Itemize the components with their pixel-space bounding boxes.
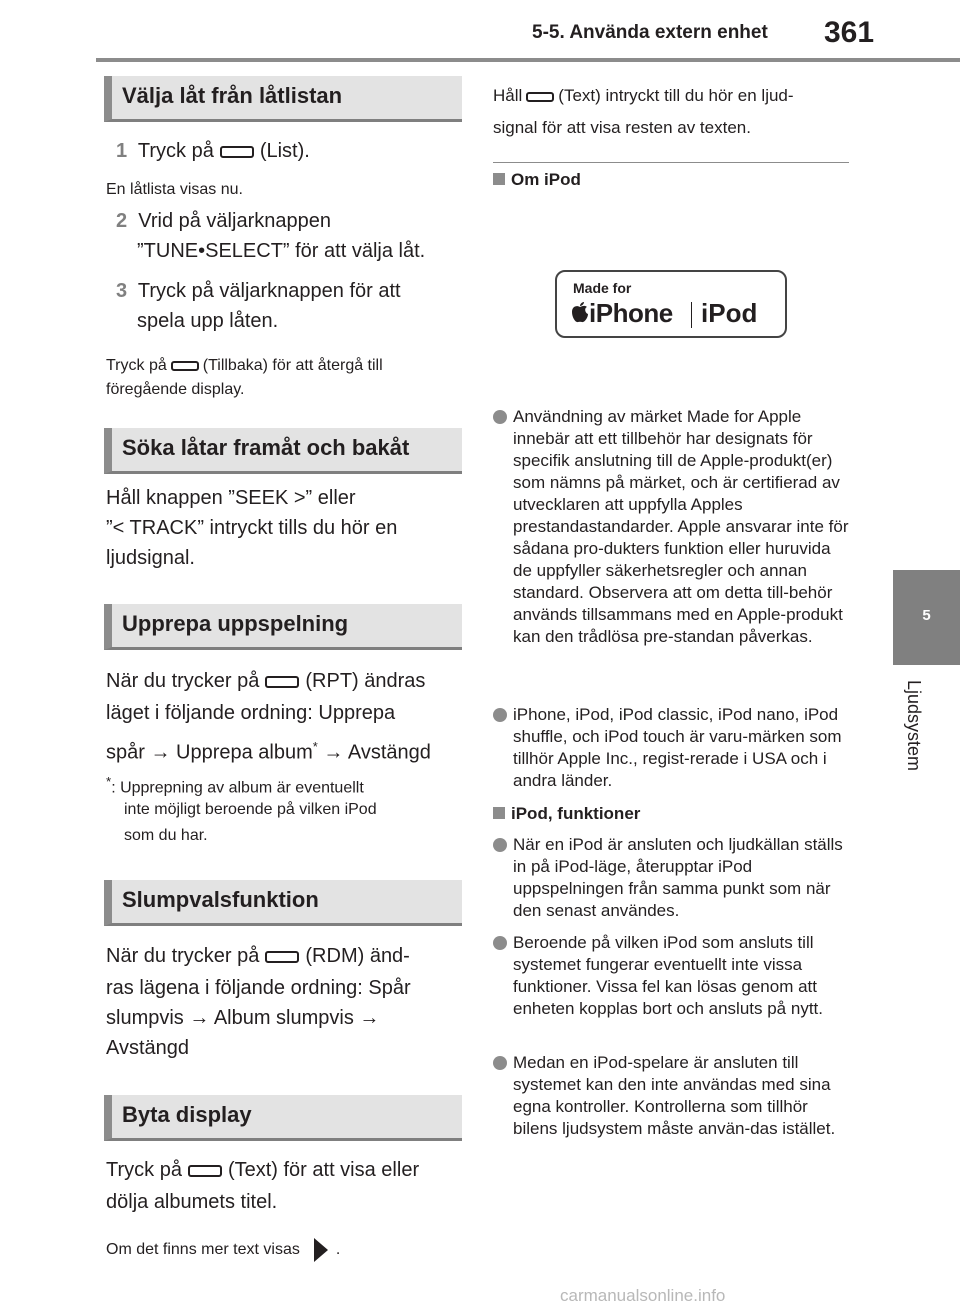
bullet-compatibility: Beroende på vilken iPod som ansluts till systemet fungerar eventuellt inte vissa funktioner. Vissa fel kan lösas genom att enheten kopplas bort och ansluts på nytt. — [493, 932, 849, 1020]
footnote-line-3: som du har. — [124, 827, 208, 844]
step-2: 2 Vrid på väljarknappen — [116, 210, 331, 232]
watermark: carmanualsonline.info — [560, 1286, 726, 1305]
chapter-number: 5 — [922, 607, 931, 624]
section-heading-repeat: Upprepa uppspelning — [104, 604, 462, 650]
subheading-ipod: Om iPod — [493, 170, 581, 190]
rdm-button-icon — [265, 951, 299, 963]
display-line-1: Tryck på (Text) för att visa eller — [106, 1159, 420, 1181]
repeat-line-3: spår → Upprepa album* → Avstängd — [106, 739, 431, 764]
note-back: Tryck på (Tillbaka) för att återgå till — [106, 357, 383, 374]
random-line-3: slumpvis → Album slumpvis → — [106, 1007, 380, 1029]
bullet-made-for-apple: Användning av märket Made for Apple innebär att ett tillbehör har designats för specifik anslutning till de Apple-produkt(er) som nämns på märket, och är certifierad av utvecklaren att uppfylla Apples prestandastandarder. Apple ansvarar inte för sådana pro-dukters funktion eller huruvida de uppfyller säkerhetsregler och annan standard. Observera att om detta till-behör används tillsammans med en Apple-produkt kan den trådlösa pre-standan påverkas. — [493, 406, 849, 648]
rpt-button-icon — [265, 676, 299, 688]
step-3: 3 Tryck på väljarknappen för att — [116, 280, 401, 302]
section-heading-list: Välja låt från låtlistan — [104, 76, 462, 122]
subheading-ipod-functions: iPod, funktioner — [493, 804, 640, 824]
note-list-shown: En låtlista visas nu. — [106, 181, 243, 198]
page-number: 361 — [824, 16, 875, 49]
list-button-icon — [220, 146, 254, 158]
note-back-line-2: föregående display. — [106, 381, 245, 398]
back-button-icon — [171, 361, 199, 371]
seek-line-3: ljudsignal. — [106, 547, 195, 569]
random-line-2: ras lägena i följande ordning: Spår — [106, 977, 411, 999]
random-line-1: När du trycker på (RDM) änd- — [106, 945, 410, 967]
made-for-iphone-ipod-badge: Made for iPhone iPod — [555, 270, 787, 338]
bullet-controls: Medan en iPod-spelare är ansluten till systemet kan den inte användas med sina egna kontroller. Kontrollerna som tillhör bilens ljudsystem måste använ-das istället. — [493, 1052, 849, 1140]
chapter-label: Ljudsystem — [904, 680, 924, 772]
repeat-line-2: läget i följande ordning: Upprepa — [106, 702, 396, 724]
bullet-resume: När en iPod är ansluten och ljudkällan ställs in på iPod-läge, återupptar iPod uppspelningen från samma punkt som när den senast användes. — [493, 834, 849, 922]
display-line-2: dölja albumets titel. — [106, 1191, 278, 1213]
next-arrow-icon — [314, 1238, 328, 1262]
seek-line-2: ”< TRACK” intryckt tills du hör en — [106, 517, 398, 539]
step-1: 1 Tryck på (List). — [116, 140, 310, 162]
apple-icon — [571, 302, 589, 324]
step-3-line-2: spela upp låten. — [137, 310, 279, 332]
hold-text-line-2: signal för att visa resten av texten. — [493, 118, 751, 137]
text-button-icon — [188, 1165, 222, 1177]
bullet-trademarks: iPhone, iPod, iPod classic, iPod nano, iPod shuffle, och iPod touch är varu-märken som tillhör Apple Inc., regist-rerade i USA och i andra länder. — [493, 704, 849, 792]
random-line-4: Avstängd — [106, 1037, 190, 1059]
footnote-line-2: inte möjligt beroende på vilken iPod — [124, 801, 377, 818]
header-rule — [96, 58, 960, 62]
section-heading-random: Slumpvalsfunktion — [104, 880, 462, 926]
text-button-icon — [526, 92, 554, 102]
seek-line-1: Håll knappen ”SEEK >” eller — [106, 487, 356, 509]
section-heading-display: Byta display — [104, 1095, 462, 1141]
more-text-note: Om det finns mer text visas . — [106, 1238, 340, 1262]
step-2-line-2: ”TUNE•SELECT” för att välja låt. — [137, 240, 426, 262]
running-header-title: 5-5. Använda extern enhet — [532, 22, 768, 43]
repeat-line-1: När du trycker på (RPT) ändras — [106, 670, 426, 692]
hold-text-line-1: Håll (Text) intryckt till du hör en ljud- — [493, 86, 794, 105]
divider — [493, 162, 849, 163]
section-heading-seek: Söka låtar framåt och bakåt — [104, 428, 462, 474]
footnote: *: Upprepning av album är eventuellt — [106, 774, 364, 797]
